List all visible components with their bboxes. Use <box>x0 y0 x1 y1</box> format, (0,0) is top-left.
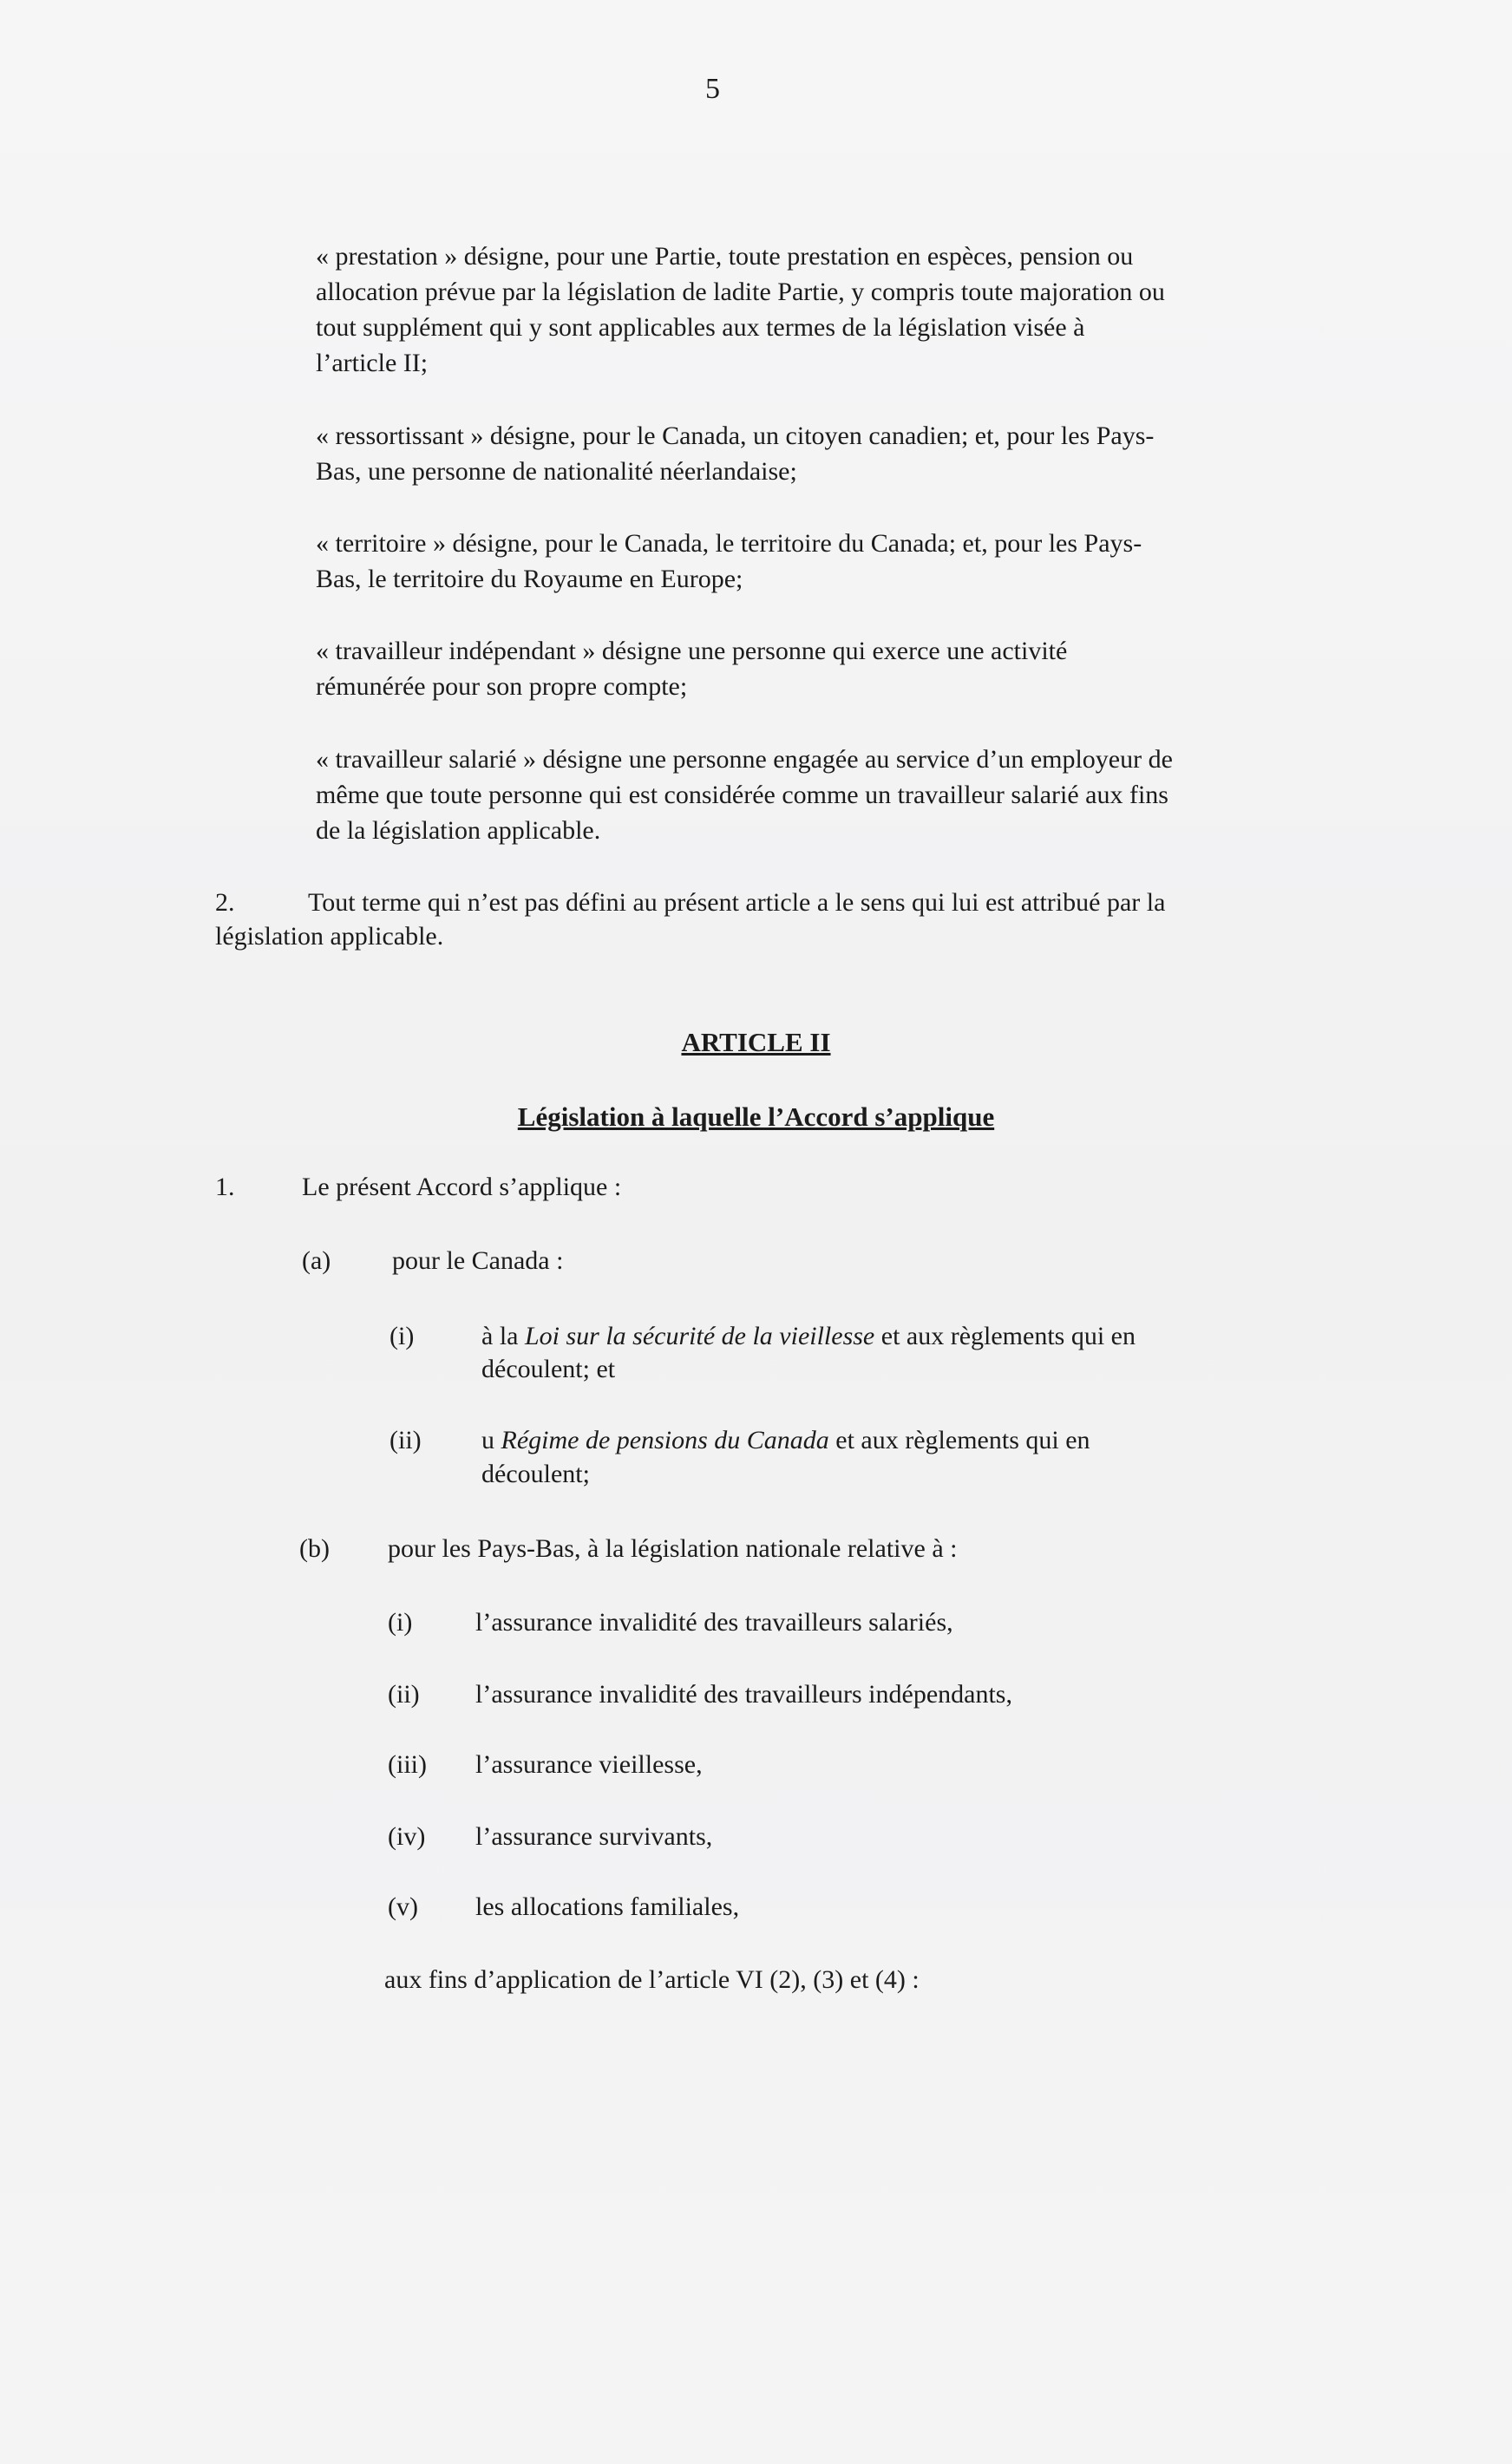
item-b-iv-text: l’assurance survivants, <box>475 1822 713 1851</box>
item-b-iii-text: l’assurance vieillesse, <box>475 1750 703 1779</box>
definition-ressortissant-line-2: Bas, une personne de nationalité néerlandaise; <box>316 457 797 486</box>
item-a-i-label: (i) <box>389 1322 415 1350</box>
definition-prestation-line-1: « prestation » désigne, pour une Partie, toute prestation en espèces, pension ou <box>316 242 1134 271</box>
section-2-line-1: Tout terme qui n’est pas défini au présent article a le sens qui lui est attribué par la <box>308 888 1166 917</box>
paragraph-1-text: Le présent Accord s’applique : <box>302 1173 622 1201</box>
item-b-v-text: les allocations familiales, <box>475 1892 740 1921</box>
item-a-i-law-title: Loi sur la sécurité de la vieillesse <box>524 1322 875 1350</box>
item-a-i-line-2: découlent; et <box>481 1355 616 1383</box>
item-b-i-label: (i) <box>388 1608 413 1637</box>
definition-territoire-line-1: « territoire » désigne, pour le Canada, le territoire du Canada; et, pour les Pays- <box>316 529 1142 558</box>
definition-prestation-line-3: tout supplément qui y sont applicables aux termes de la législation visée à <box>316 313 1085 342</box>
item-a-i-pre: à la <box>481 1322 525 1350</box>
closing-line: aux fins d’application de l’article VI (2), (3) et (4) : <box>384 1965 920 1994</box>
item-b-label: (b) <box>299 1534 330 1563</box>
item-b-ii-label: (ii) <box>388 1680 420 1709</box>
definition-travailleur-salarie-line-1: « travailleur salarié » désigne une personne engagée au service d’un employeur de <box>316 745 1173 774</box>
item-a-label: (a) <box>302 1246 331 1275</box>
section-2-number: 2. <box>215 888 235 917</box>
item-a-i-post: et aux règlements qui en <box>874 1322 1136 1350</box>
page-number: 5 <box>705 73 720 105</box>
item-a-ii-plan-title: Régime de pensions du Canada <box>501 1426 829 1454</box>
article-title: ARTICLE II <box>681 1027 831 1057</box>
paragraph-1-number: 1. <box>215 1173 235 1201</box>
section-2-line-2: législation applicable. <box>215 922 444 951</box>
item-a-i-line-1 <box>481 1318 1136 1354</box>
definition-travailleur-independant-line-1: « travailleur indépendant » désigne une personne qui exerce une activité <box>316 637 1068 665</box>
item-b-i-text: l’assurance invalidité des travailleurs salariés, <box>475 1608 953 1637</box>
item-a-ii-line-2: découlent; <box>481 1460 590 1488</box>
item-b-iv-label: (iv) <box>388 1822 426 1851</box>
item-a-ii-pre: u <box>481 1426 501 1454</box>
definition-travailleur-salarie-line-2: même que toute personne qui est considérée comme un travailleur salarié aux fins <box>316 781 1168 809</box>
article-subtitle: Législation à laquelle l’Accord s’applique <box>517 1101 995 1132</box>
item-b-text: pour les Pays-Bas, à la législation nationale relative à : <box>388 1534 958 1563</box>
definition-travailleur-independant-line-2: rémunérée pour son propre compte; <box>316 672 688 701</box>
item-a-ii-label: (ii) <box>389 1426 422 1454</box>
item-a-text: pour le Canada : <box>392 1246 564 1275</box>
item-b-ii-text: l’assurance invalidité des travailleurs indépendants, <box>475 1680 1012 1709</box>
item-a-ii-post: et aux règlements qui en <box>828 1426 1090 1454</box>
item-a-ii-line-1 <box>481 1422 1090 1458</box>
definition-territoire-line-2: Bas, le territoire du Royaume en Europe; <box>316 565 743 593</box>
item-b-v-label: (v) <box>388 1892 418 1921</box>
definition-travailleur-salarie-line-3: de la législation applicable. <box>316 816 601 845</box>
definition-ressortissant-line-1: « ressortissant » désigne, pour le Canada, un citoyen canadien; et, pour les Pays- <box>316 422 1155 450</box>
definition-prestation-line-2: allocation prévue par la législation de ladite Partie, y compris toute majoration ou <box>316 278 1165 306</box>
item-b-iii-label: (iii) <box>388 1750 427 1779</box>
definition-prestation-line-4: l’article II; <box>316 349 429 377</box>
